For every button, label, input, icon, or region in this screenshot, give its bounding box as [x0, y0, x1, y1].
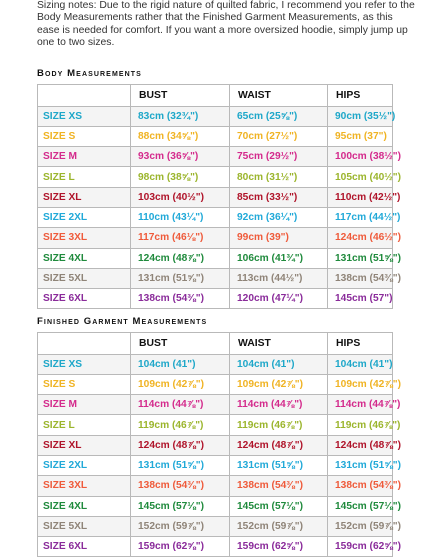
table-row	[38, 289, 393, 309]
table-row	[38, 354, 393, 374]
hips-cell: 119cm (46⅞")	[328, 415, 393, 435]
column-header	[38, 85, 131, 107]
size-label: SIZE S	[38, 126, 131, 146]
waist-cell: 104cm (41")	[230, 354, 328, 374]
bust-cell: 124cm (48⅞")	[131, 248, 230, 268]
waist-cell: 138cm (54⅜")	[230, 476, 328, 496]
table-row	[38, 187, 393, 207]
waist-cell: 80cm (31½")	[230, 167, 328, 187]
bust-cell: 98cm (38⅝")	[131, 167, 230, 187]
waist-cell: 75cm (29½")	[230, 147, 328, 167]
waist-cell: 113cm (44½")	[230, 268, 328, 288]
size-label: SIZE 5XL	[38, 268, 131, 288]
table-row	[38, 435, 393, 455]
bust-cell: 117cm (46⅛")	[131, 228, 230, 248]
hips-cell: 117cm (44½")	[328, 207, 393, 227]
size-label: SIZE 4XL	[38, 496, 131, 516]
bust-cell: 93cm (36⅝")	[131, 147, 230, 167]
waist-cell: 131cm (51⅝")	[230, 455, 328, 475]
bust-cell: 83cm (32¾")	[131, 106, 230, 126]
bust-cell: 145cm (57⅛")	[131, 496, 230, 516]
size-label: SIZE 2XL	[38, 207, 131, 227]
waist-cell: 85cm (33½")	[230, 187, 328, 207]
table-row	[38, 476, 393, 496]
waist-cell: 114cm (44⅞")	[230, 395, 328, 415]
hips-cell: 131cm (51⅝")	[328, 248, 393, 268]
bust-cell: 131cm (51⅝")	[131, 455, 230, 475]
size-label: SIZE L	[38, 167, 131, 187]
size-label: SIZE XS	[38, 106, 131, 126]
bust-cell: 138cm (54⅜")	[131, 289, 230, 309]
waist-cell: 99cm (39")	[230, 228, 328, 248]
table-row	[38, 537, 393, 557]
size-label: SIZE 6XL	[38, 289, 131, 309]
waist-cell: 109cm (42⅞")	[230, 374, 328, 394]
size-label: SIZE S	[38, 374, 131, 394]
hips-cell: 138cm (54⅜")	[328, 268, 393, 288]
table-row	[38, 167, 393, 187]
waist-cell: 65cm (25⅝")	[230, 106, 328, 126]
hips-cell: 90cm (35½")	[328, 106, 393, 126]
hips-cell: 124cm (46½")	[328, 228, 393, 248]
size-label: SIZE 5XL	[38, 516, 131, 536]
hips-cell: 124cm (48⅞")	[328, 435, 393, 455]
bust-cell: 138cm (54⅜")	[131, 476, 230, 496]
bust-cell: 131cm (51⅝")	[131, 268, 230, 288]
hips-cell: 109cm (42⅞")	[328, 374, 393, 394]
size-label: SIZE 3XL	[38, 228, 131, 248]
bust-cell: 110cm (43¼")	[131, 207, 230, 227]
size-label: SIZE XS	[38, 354, 131, 374]
column-header	[38, 333, 131, 355]
size-label: SIZE XL	[38, 187, 131, 207]
waist-cell: 159cm (62⅝")	[230, 537, 328, 557]
table-row	[38, 496, 393, 516]
size-label: SIZE 6XL	[38, 537, 131, 557]
column-header: BUST	[131, 85, 230, 107]
bust-cell: 114cm (44⅞")	[131, 395, 230, 415]
bust-cell: 152cm (59⅞")	[131, 516, 230, 536]
bust-cell: 88cm (34⅝")	[131, 126, 230, 146]
bust-cell: 124cm (48⅞")	[131, 435, 230, 455]
column-header: HIPS	[328, 333, 393, 355]
table-row	[38, 374, 393, 394]
bust-cell: 109cm (42⅞")	[131, 374, 230, 394]
body-measurements-title: Body Measurements	[37, 68, 142, 79]
hips-cell: 105cm (40½")	[328, 167, 393, 187]
hips-cell: 95cm (37")	[328, 126, 393, 146]
table-row	[38, 248, 393, 268]
column-header: WAIST	[230, 85, 328, 107]
hips-cell: 104cm (41")	[328, 354, 393, 374]
waist-cell: 124cm (48⅞")	[230, 435, 328, 455]
table-row	[38, 268, 393, 288]
table-row	[38, 415, 393, 435]
garment-measurements-table	[37, 332, 401, 557]
header-row	[38, 333, 393, 355]
hips-cell: 131cm (51⅝")	[328, 455, 393, 475]
table-row	[38, 207, 393, 227]
size-label: SIZE 3XL	[38, 476, 131, 496]
bust-cell: 119cm (46⅞")	[131, 415, 230, 435]
column-header: BUST	[131, 333, 230, 355]
hips-cell: 114cm (44⅞")	[328, 395, 393, 415]
table-row	[38, 147, 393, 167]
hips-cell: 110cm (42½")	[328, 187, 393, 207]
table-row	[38, 106, 393, 126]
table-row	[38, 455, 393, 475]
hips-cell: 145cm (57⅛")	[328, 496, 393, 516]
hips-cell: 138cm (54⅜")	[328, 476, 393, 496]
hips-cell: 100cm (38½")	[328, 147, 393, 167]
hips-cell: 152cm (59⅞")	[328, 516, 393, 536]
waist-cell: 145cm (57⅛")	[230, 496, 328, 516]
size-label: SIZE M	[38, 395, 131, 415]
size-label: SIZE 2XL	[38, 455, 131, 475]
waist-cell: 70cm (27½")	[230, 126, 328, 146]
table-row	[38, 395, 393, 415]
size-label: SIZE L	[38, 415, 131, 435]
hips-cell: 159cm (62⅝")	[328, 537, 393, 557]
column-header: HIPS	[328, 85, 393, 107]
size-label: SIZE M	[38, 147, 131, 167]
waist-cell: 152cm (59⅞")	[230, 516, 328, 536]
table-row	[38, 516, 393, 536]
table-row	[38, 228, 393, 248]
waist-cell: 92cm (36¼")	[230, 207, 328, 227]
table-row	[38, 126, 393, 146]
bust-cell: 159cm (62⅝")	[131, 537, 230, 557]
hips-cell: 145cm (57")	[328, 289, 393, 309]
sizing-notes: Sizing notes: Due to the rigid nature of quilted fabric, I recommend you refer to the Body Measurements rather that the Finished Garment Measurements, as this ease is needed for comfort. If you want a more oversized hoodie, simply jump up one to two sizes.	[37, 0, 415, 49]
header-row	[38, 85, 393, 107]
size-label: SIZE XL	[38, 435, 131, 455]
body-measurements-table	[37, 84, 401, 309]
waist-cell: 120cm (47¼")	[230, 289, 328, 309]
bust-cell: 103cm (40½")	[131, 187, 230, 207]
column-header: WAIST	[230, 333, 328, 355]
garment-measurements-title: Finished Garment Measurements	[37, 316, 208, 327]
bust-cell: 104cm (41")	[131, 354, 230, 374]
size-label: SIZE 4XL	[38, 248, 131, 268]
waist-cell: 106cm (41¾")	[230, 248, 328, 268]
waist-cell: 119cm (46⅞")	[230, 415, 328, 435]
